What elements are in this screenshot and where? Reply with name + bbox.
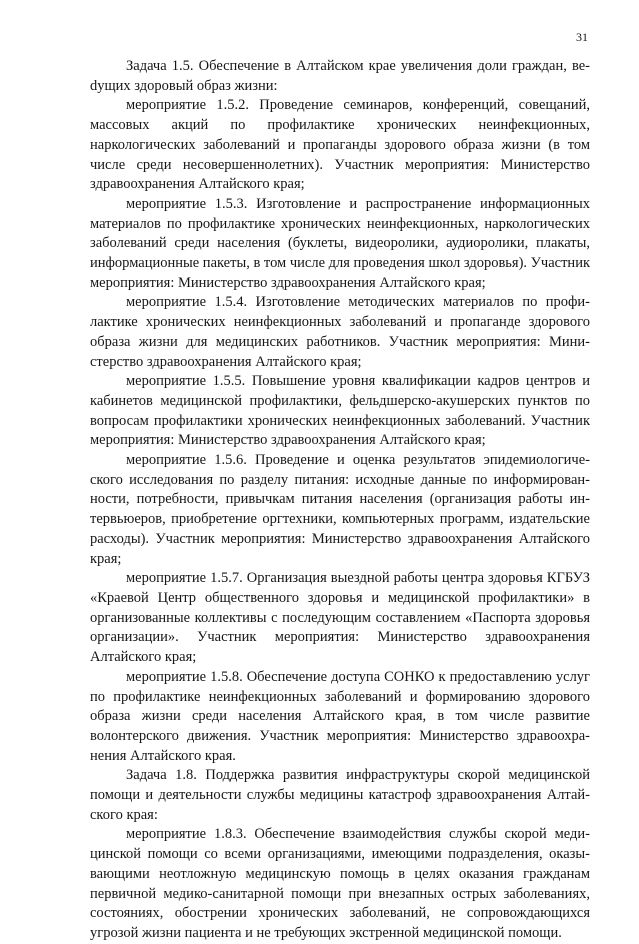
measure-1-5-3: мероприятие 1.5.3. Изготовление и распространение информационных материалов по профилактике хронических неинфекционных, наркологических заболеваний среди населения (буклеты, видеоролики, аудиоролики, плакаты, информационные пакеты, в том числе для проведения школ здоровья). Участник мероприятия: Министерство здравоохранения Алтайского края;: [90, 195, 590, 291]
document-text-body: [90, 57, 590, 944]
measure-1-5-8: мероприятие 1.5.8. Обеспечение доступа СОНКО к предоставлению услуг по профилактике неинфекционных заболеваний и формированию здорового образа жизни среди населения Алтайского края, в том числе развитие волонтерского движения. Участник мероприятия: Министерство здравоохранения Алтайского края.: [90, 668, 590, 764]
task-1-8-heading: Задача 1.8. Поддержка развития инфраструктуры скорой медицинской помощи и деятельности службы медицины катастроф здравоохранения Алтайского края:: [90, 767, 590, 823]
task-1-5-heading: Задача 1.5. Обеспечение в Алтайском крае увеличения доли граждан, веdущих здоровый образ жизни:: [90, 58, 590, 94]
page-number: 31: [576, 30, 588, 44]
measure-1-5-2: мероприятие 1.5.2. Проведение семинаров, конференций, совещаний, массовых акций по профилактике хронических неинфекционных, наркологических заболеваний и пропаганды здорового образа жизни (в том числе среди несовершеннолетних). Участник мероприятия: Министерство здравоохранения Алтайского края;: [90, 97, 590, 193]
measure-1-5-7: мероприятие 1.5.7. Организация выездной работы центра здоровья КГБУЗ «Краевой Центр общественного здоровья и медицинской профилактики» в организованные коллективы с последующим составлением «Паспорта здоровья организации». Участник мероприятия: Министерство здравоохранения Алтайского края;: [90, 570, 590, 666]
measure-1-5-4: мероприятие 1.5.4. Изготовление методических материалов по профилактике хронических неинфекционных заболеваний и пропаганде здорового образа жизни для медицинских работников. Участник мероприятия: Министерство здравоохранения Алтайского края;: [90, 294, 590, 370]
measure-1-5-6: мероприятие 1.5.6. Проведение и оценка результатов эпидемиологического исследования по разделу питания: исходные данные по информированности, потребности, привычкам питания населения (организация работы интервьюеров, приобретение оргтехники, компьютерных программ, издательские расходы). Участник мероприятия: Министерство здравоохранения Алтайского края;: [90, 452, 590, 567]
measure-1-5-5: мероприятие 1.5.5. Повышение уровня квалификации кадров центров и кабинетов медицинской профилактики, фельдшерско-акушерских пунктов по вопросам профилактики хронических неинфекционных заболеваний. Участник мероприятия: Министерство здравоохранения Алтайского края;: [90, 373, 590, 449]
measure-1-8-3: мероприятие 1.8.3. Обеспечение взаимодействия службы скорой медицинской помощи со всеми организациями, имеющими подразделения, оказывающими неотложную медицинскую помощь в целях оказания гражданам первичной медико-санитарной помощи при внезапных острых заболеваниях, состояниях, обострении хронических заболеваний, не сопровождающихся угрозой жизни пациента и не требующих экстренной медицинской помощи.: [90, 826, 590, 941]
